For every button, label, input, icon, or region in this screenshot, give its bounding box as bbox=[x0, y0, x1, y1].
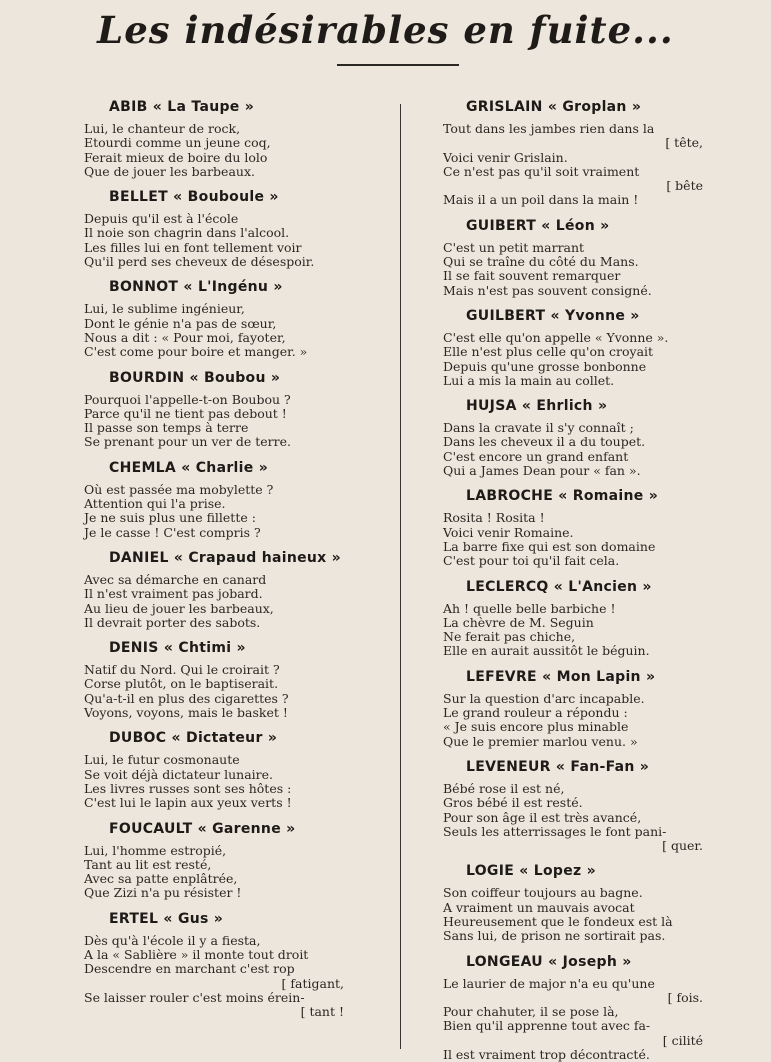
verse-line: Je le casse ! C'est compris ? bbox=[84, 524, 261, 540]
verse-line: Pour son âge il est très avancé, bbox=[443, 809, 642, 825]
entry-verse bbox=[443, 782, 703, 853]
verse-line: Il devrait porter des sabots. bbox=[84, 614, 261, 630]
entry-verse bbox=[443, 977, 703, 1062]
entry-verse bbox=[84, 753, 344, 810]
verse-line: Se prenant pour un ver de terre. bbox=[84, 434, 291, 450]
verse-line: Il n'est vraiment pas jobard. bbox=[84, 586, 263, 602]
verse-line: Elle en aurait aussitôt le béguin. bbox=[443, 643, 650, 659]
entry-heading: LEFEVRE « Mon Lapin » bbox=[466, 668, 656, 685]
verse-line: Mais n'est pas souvent consigné. bbox=[443, 282, 652, 298]
verse-line: La chèvre de M. Seguin bbox=[443, 614, 594, 630]
poem-entry bbox=[443, 758, 703, 853]
verse-line: Lui, le sublime ingénieur, bbox=[84, 301, 245, 317]
poem-entry bbox=[84, 639, 344, 720]
entry-heading: LEVENEUR « Fan-Fan » bbox=[466, 758, 650, 775]
verse-line: Gros bébé il est resté. bbox=[443, 795, 583, 811]
poem-entry bbox=[84, 549, 344, 630]
verse-line: Bébé rose il est né, bbox=[443, 780, 565, 796]
verse-line: C'est elle qu'on appelle « Yvonne ». bbox=[443, 329, 669, 345]
verse-line: Pourquoi l'appelle-t-on Boubou ? bbox=[84, 391, 291, 407]
entry-heading: DENIS « Chtimi » bbox=[109, 640, 246, 657]
poem-entry bbox=[84, 278, 344, 359]
verse-line: A la « Sablière » il monte tout droit bbox=[84, 946, 309, 962]
poem-entry bbox=[443, 862, 703, 943]
verse-line: A vraiment un mauvais avocat bbox=[443, 899, 635, 915]
verse-line: Natif du Nord. Qui le croirait ? bbox=[84, 662, 280, 678]
entry-verse bbox=[443, 122, 703, 208]
entry-heading: FOUCAULT « Garenne » bbox=[109, 820, 296, 837]
entry-heading: GRISLAIN « Groplan » bbox=[466, 99, 642, 115]
entry-heading: LONGEAU « Joseph » bbox=[466, 953, 632, 970]
verse-line: C'est pour toi qu'il fait cela. bbox=[443, 553, 620, 569]
verse-line: « Je suis encore plus minable bbox=[443, 719, 629, 735]
poem-entry bbox=[443, 307, 703, 388]
poem-entry bbox=[443, 578, 703, 659]
verse-line: Lui, l'homme estropié, bbox=[84, 842, 227, 858]
entry-verse bbox=[84, 393, 344, 450]
entry-heading: BOURDIN « Boubou » bbox=[109, 369, 281, 386]
verse-line: Il est vraiment trop décontracté. bbox=[443, 1047, 650, 1062]
verse-line: Bien qu'il apprenne tout avec fa- bbox=[443, 1018, 651, 1034]
entry-verse bbox=[84, 844, 344, 901]
entry-verse bbox=[443, 692, 703, 749]
verse-line-continuation: [ fois. bbox=[667, 989, 703, 1005]
verse-line: Qu'a-t-il en plus des cigarettes ? bbox=[84, 690, 289, 706]
entry-heading: CHEMLA « Charlie » bbox=[109, 459, 269, 476]
verse-line-continuation: [ fatigant, bbox=[281, 975, 344, 991]
poem-entry bbox=[443, 397, 703, 478]
verse-line-continuation: [ tête, bbox=[665, 135, 703, 151]
verse-line: Dans la cravate il s'y connaît ; bbox=[443, 420, 634, 436]
verse-line: Rosita ! Rosita ! bbox=[443, 510, 545, 526]
verse-line: Lui, le chanteur de rock, bbox=[84, 121, 241, 136]
verse-line: Lui a mis la main au collet. bbox=[443, 372, 615, 388]
verse-line: C'est un petit marrant bbox=[443, 239, 585, 255]
verse-line: C'est encore un grand enfant bbox=[443, 448, 629, 464]
entry-verse bbox=[84, 212, 344, 269]
verse-line: Il se fait souvent remarquer bbox=[443, 268, 621, 284]
verse-line: Tout dans les jambes rien dans la bbox=[443, 121, 655, 136]
verse-line: Que de jouer les barbeaux. bbox=[84, 163, 255, 179]
verse-line: Que Zizi n'a pu résister ! bbox=[84, 885, 242, 901]
verse-line: Depuis qu'une grosse bonbonne bbox=[443, 358, 647, 374]
poem-entry bbox=[443, 217, 703, 298]
verse-line: Se laisser rouler c'est moins érein- bbox=[84, 989, 305, 1005]
poem-entry bbox=[84, 98, 344, 179]
verse-line: La barre fixe qui est son domaine bbox=[443, 538, 656, 554]
verse-line: Où est passée ma mobylette ? bbox=[84, 481, 274, 497]
verse-line: Voyons, voyons, mais le basket ! bbox=[84, 705, 288, 721]
entry-verse bbox=[443, 331, 703, 388]
verse-line: Je ne suis plus une fillette : bbox=[84, 510, 256, 526]
verse-line: Sur la question d'arc incapable. bbox=[443, 690, 645, 706]
verse-line-continuation: [ bête bbox=[666, 178, 703, 194]
entry-verse bbox=[443, 421, 703, 478]
entry-verse bbox=[84, 934, 344, 1020]
entry-verse bbox=[443, 511, 703, 568]
entry-heading: ABIB « La Taupe » bbox=[109, 99, 255, 115]
verse-line: Sans lui, de prison ne sortirait pas. bbox=[443, 928, 666, 944]
verse-line: Dans les cheveux il a du toupet. bbox=[443, 434, 646, 450]
verse-line: Parce qu'il ne tient pas debout ! bbox=[84, 405, 287, 421]
entry-verse bbox=[84, 663, 344, 720]
poem-entry bbox=[443, 487, 703, 568]
verse-line: Que le premier marlou venu. » bbox=[443, 733, 638, 749]
entry-heading: GUILBERT « Yvonne » bbox=[466, 307, 640, 324]
verse-line: Il passe son temps à terre bbox=[84, 420, 249, 436]
poem-entry bbox=[84, 729, 344, 810]
verse-line: Le grand rouleur a répondu : bbox=[443, 705, 628, 721]
verse-line-continuation: [ tant ! bbox=[300, 1004, 344, 1020]
entry-heading: BONNOT « L'Ingénu » bbox=[109, 279, 283, 296]
poem-entry bbox=[84, 820, 344, 901]
verse-line: Ce n'est pas qu'il soit vraiment bbox=[443, 163, 640, 179]
verse-line: Dont le génie n'a pas de sœur, bbox=[84, 315, 277, 331]
left-column bbox=[84, 98, 344, 1019]
verse-line: Heureusement que le fondeux est là bbox=[443, 913, 673, 929]
verse-line: Lui, le futur cosmonaute bbox=[84, 752, 240, 768]
entry-verse bbox=[84, 122, 344, 179]
verse-line: Ferait mieux de boire du lolo bbox=[84, 149, 268, 165]
verse-line: Etourdi comme un jeune coq, bbox=[84, 135, 271, 151]
entry-verse bbox=[84, 573, 344, 630]
page-title: Les indésirables en fuite... bbox=[97, 8, 674, 52]
entry-heading: LECLERCQ « L'Ancien » bbox=[466, 578, 652, 595]
verse-line: Seuls les atterrissages le font pani- bbox=[443, 823, 667, 839]
verse-line: Les livres russes sont ses hôtes : bbox=[84, 780, 292, 796]
verse-line: Dès qu'à l'école il y a fiesta, bbox=[84, 932, 261, 948]
verse-line: Tant au lit est resté, bbox=[84, 856, 212, 872]
verse-line: Depuis qu'il est à l'école bbox=[84, 211, 239, 227]
entry-heading: LOGIE « Lopez » bbox=[466, 863, 597, 880]
verse-line: Ne ferait pas chiche, bbox=[443, 629, 576, 645]
verse-line: Son coiffeur toujours au bagne. bbox=[443, 885, 643, 901]
poem-entry bbox=[84, 459, 344, 540]
right-column bbox=[443, 98, 703, 1062]
verse-line-continuation: [ cilité bbox=[662, 1032, 703, 1048]
entry-heading: ERTEL « Gus » bbox=[109, 910, 224, 927]
poem-entry bbox=[84, 369, 344, 450]
verse-line: Mais il a un poil dans la main ! bbox=[443, 192, 639, 208]
verse-line: Se voit déjà dictateur lunaire. bbox=[84, 766, 274, 782]
verse-line: Pour chahuter, il se pose là, bbox=[443, 1004, 619, 1020]
verse-line: Le laurier de major n'a eu qu'une bbox=[443, 975, 655, 991]
verse-line: Il noie son chagrin dans l'alcool. bbox=[84, 225, 290, 241]
entry-heading: DANIEL « Crapaud haineux » bbox=[109, 549, 342, 566]
poem-entry bbox=[84, 188, 344, 269]
entry-heading: HUJSA « Ehrlich » bbox=[466, 398, 608, 415]
verse-line: Voici venir Grislain. bbox=[443, 149, 568, 165]
verse-line: Les filles lui en font tellement voir bbox=[84, 239, 302, 255]
poem-entry bbox=[443, 953, 703, 1062]
entry-verse bbox=[443, 886, 703, 943]
entry-heading: BELLET « Bouboule » bbox=[109, 189, 279, 206]
verse-line: Avec sa patte enplâtrée, bbox=[84, 871, 238, 887]
entry-heading: LABROCHE « Romaine » bbox=[466, 488, 659, 505]
verse-line: Nous a dit : « Pour moi, fayoter, bbox=[84, 329, 286, 345]
verse-line: Attention qui l'a prise. bbox=[84, 496, 226, 512]
verse-line: Ah ! quelle belle barbiche ! bbox=[443, 600, 616, 616]
verse-line: Au lieu de jouer les barbeaux, bbox=[84, 600, 274, 616]
verse-line: Avec sa démarche en canard bbox=[84, 571, 267, 587]
entry-verse bbox=[84, 483, 344, 540]
verse-line: C'est come pour boire et manger. » bbox=[84, 344, 308, 360]
entry-verse bbox=[443, 241, 703, 298]
verse-line: Qui se traîne du côté du Mans. bbox=[443, 254, 639, 270]
verse-line: Qu'il perd ses cheveux de désespoir. bbox=[84, 254, 315, 270]
entry-verse bbox=[443, 602, 703, 659]
verse-line: Descendre en marchant c'est rop bbox=[84, 961, 295, 977]
poem-entry bbox=[84, 910, 344, 1020]
verse-line: Elle n'est plus celle qu'on croyait bbox=[443, 344, 654, 360]
verse-line-continuation: [ quer. bbox=[662, 838, 703, 854]
verse-line: Qui a James Dean pour « fan ». bbox=[443, 463, 641, 479]
poem-entry bbox=[443, 668, 703, 749]
entry-heading: DUBOC « Dictateur » bbox=[109, 730, 278, 747]
verse-line: Voici venir Romaine. bbox=[443, 524, 574, 540]
column-divider bbox=[400, 104, 401, 1049]
poem-entry bbox=[443, 98, 703, 208]
verse-line: Corse plutôt, on le baptiserait. bbox=[84, 676, 279, 692]
verse-line: C'est lui le lapin aux yeux verts ! bbox=[84, 795, 292, 811]
entry-heading: GUIBERT « Léon » bbox=[466, 217, 610, 234]
title-underline bbox=[337, 64, 459, 66]
entry-verse bbox=[84, 302, 344, 359]
